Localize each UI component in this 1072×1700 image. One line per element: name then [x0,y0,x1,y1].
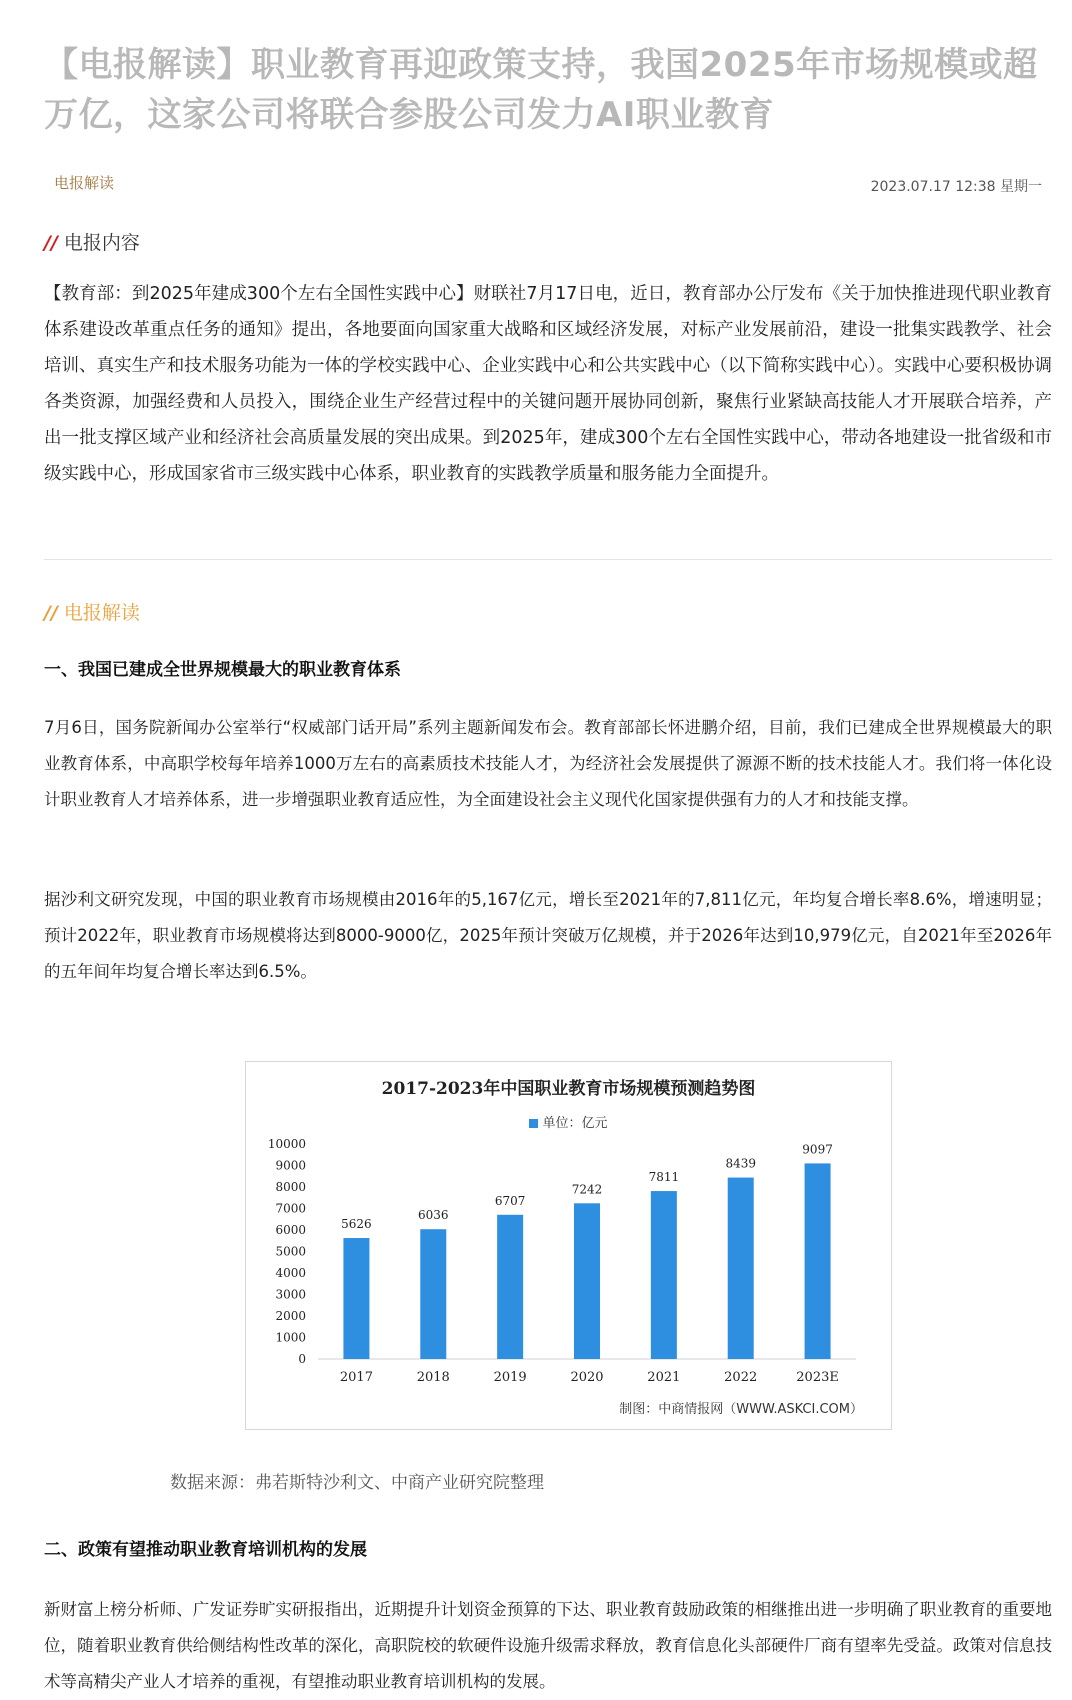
bar-2023E [805,1163,831,1359]
x-tick-label: 2022 [724,1370,758,1385]
section-divider [44,559,1052,560]
y-tick-label: 4000 [275,1266,306,1280]
y-tick-label: 5000 [275,1244,306,1259]
y-tick-label: 0 [298,1352,306,1366]
bar-2019 [497,1215,523,1359]
section-heading-content [44,228,140,255]
x-tick-label: 2023E [796,1370,839,1385]
bar-2020 [574,1203,600,1359]
article-title: 【电报解读】职业教育再迎政策支持，我国2025年市场规模或超万亿，这家公司将联合参股公司发力AI职业教育 [44,45,1038,135]
data-label: 9097 [802,1142,833,1157]
y-tick-label: 7000 [275,1201,306,1216]
y-tick-label: 9000 [275,1158,306,1173]
bar-2021 [651,1191,677,1359]
analysis-paragraph-3: 新财富上榜分析师、广发证券旷实研报指出，近期提升计划资金预算的下达、职业教育鼓励政策的相继推出进一步明确了职业教育的重要地位，随着职业教育供给侧结构性改革的深化，高职院校的软硬件设施升级需求释放，教育信息化头部硬件厂商有望率先受益。政策对信息技术等高精尖产业人才培养的重视，有望推动职业教育培训机构的发展。 [44,1600,1052,1691]
publish-datetime: 2023.07.17 12:38 星期一 [870,179,1042,195]
section-heading-analysis [44,598,140,625]
watermark-stamp [231,506,320,579]
section-heading-analysis-text: 电报解读 [63,602,140,624]
x-tick-label: 2017 [339,1370,373,1385]
x-tick-label: 2019 [493,1370,527,1385]
market-size-chart [245,1061,892,1430]
y-tick-label: 2000 [275,1309,306,1323]
slash-icon: // [44,232,58,254]
analysis-paragraph-2: 据沙利文研究发现，中国的职业教育市场规模由2016年的5,167亿元，增长至2021年的7,811亿元，年均复合增长率8.6%，增速明显；预计2022年，职业教育市场规模将达到8000-9000亿，2025年预计突破万亿规模，并于2026年达到10,979亿元，自2021年至2026年的五年间年均复合增长率达到6.5%。 [44,890,1052,981]
x-tick-label: 2020 [570,1370,604,1385]
x-tick-label: 2021 [647,1370,681,1385]
data-label: 7242 [571,1182,603,1197]
data-label: 6036 [418,1208,449,1223]
y-tick-label: 8000 [275,1180,306,1194]
chart-plot [246,1062,891,1429]
bar-2022 [728,1178,754,1359]
section-heading-content-text: 电报内容 [63,232,140,254]
y-tick-label: 6000 [275,1223,306,1237]
y-tick-label: 10000 [267,1137,306,1151]
x-tick-label: 2018 [416,1370,450,1385]
content-paragraph: 【教育部：到2025年建成300个左右全国性实践中心】财联社7月17日电，近日，教育部办公厅发布《关于加快推进现代职业教育体系建设改革重点任务的通知》提出，各地要面向国家重大战略和区域经济发展，对标产业发展前沿，建设一批集实践教学、社会培训、真实生产和技术服务功能为一体的学校实践中心、企业实践中心和公共实践中心（以下简称实践中心）。实践中心要积极协调各类资源，加强经费和人员投入，围绕企业生产经营过程中的关键问题开展协同创新，聚焦行业紧缺高技能人才开展联合培养，产出一批支撑区域产业和经济社会高质量发展的突出成果。到2025年，建成300个左右全国性实践中心，带动各地建设一批省级和市级实践中心，形成国家省市三级实践中心体系，职业教育的实践教学质量和服务能力全面提升。 [44,284,1052,484]
data-label: 8439 [725,1156,756,1171]
sub-heading-1: 一、我国已建成全世界规模最大的职业教育体系 [44,660,401,680]
data-label: 7811 [648,1170,680,1185]
legend-label: 单位：亿元 [542,1116,608,1131]
category-label[interactable]: 电报解读 [54,174,115,192]
data-source: 数据来源：弗若斯特沙利文、中商产业研究院整理 [170,1473,544,1493]
sub-heading-2: 二、政策有望推动职业教育培训机构的发展 [44,1540,367,1560]
chart-title: 2017-2023年中国职业教育市场规模预测趋势图 [381,1079,756,1099]
bar-2017 [343,1238,369,1359]
data-label: 6707 [494,1193,526,1208]
y-tick-label: 1000 [275,1330,306,1345]
bar-2018 [420,1229,446,1359]
slash-icon: // [44,602,58,624]
y-tick-label: 3000 [275,1287,306,1302]
analysis-paragraph-1: 7月6日，国务院新闻办公室举行“权威部门话开局”系列主题新闻发布会。教育部部长怀进鹏介绍，目前，我们已建成全世界规模最大的职业教育体系，中高职学校每年培养1000万左右的高素质技术技能人才，为经济社会发展提供了源源不断的技术技能人才。我们将一体化设计职业教育人才培养体系，进一步增强职业教育适应性，为全面建设社会主义现代化国家提供强有力的人才和技能支撑。 [44,718,1052,809]
data-label: 5626 [341,1217,372,1232]
chart-credit: 制图：中商情报网（WWW.ASKCI.COM） [619,1402,863,1417]
